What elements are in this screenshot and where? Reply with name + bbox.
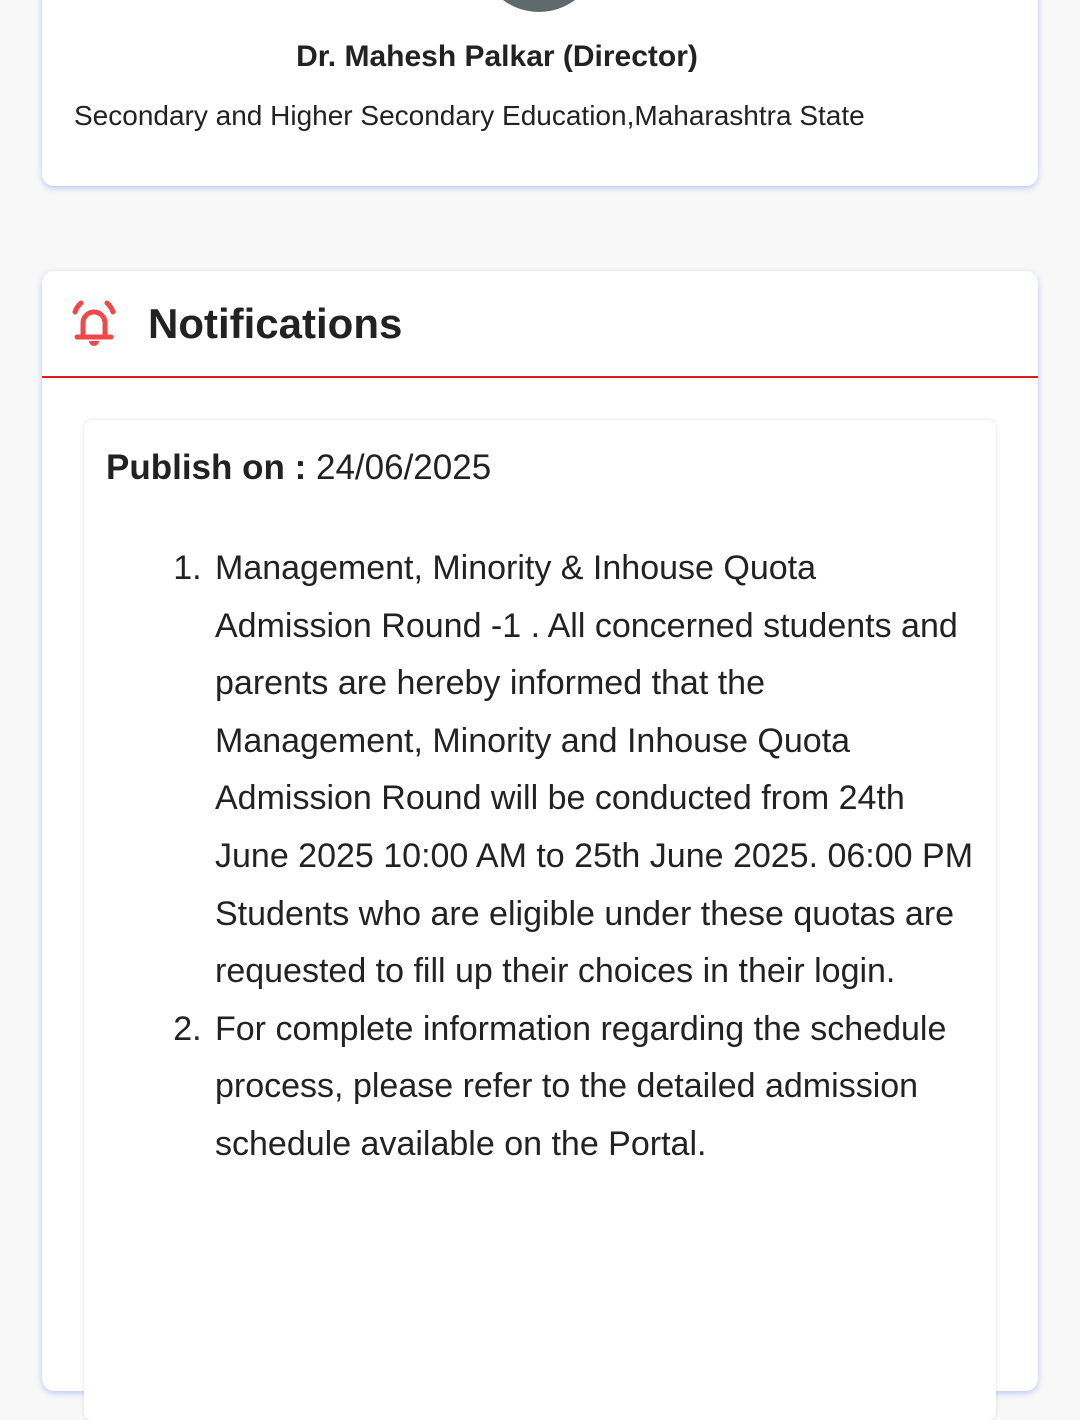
director-department: Secondary and Higher Secondary Education,Maharashtra State	[74, 100, 865, 131]
bell-ringing-icon	[66, 296, 122, 352]
publish-date: 24/06/2025	[316, 448, 492, 487]
notification-list	[84, 540, 996, 1174]
director-name: Dr. Mahesh Palkar (Director)	[296, 40, 698, 73]
publish-info	[106, 448, 996, 488]
notifications-card	[42, 271, 1038, 1391]
notifications-title: Notifications	[148, 299, 403, 347]
director-card	[42, 0, 1038, 186]
notification-item: 2. For complete information regarding the schedule process, please refer to the detailed admission schedule available on the Portal.	[211, 1001, 976, 1174]
notification-entry	[84, 420, 996, 1420]
director-avatar	[474, 0, 604, 12]
notification-item: 1. Management, Minority & Inhouse Quota Admission Round -1 . All concerned students and parents are hereby informed that the Management, Minority and Inhouse Quota Admission Round will be conducted from 24th June 2025 10:00 AM to 25th June 2025. 06:00 PM Students who are eligible under these quotas are requested to fill up their choices in their login.	[211, 540, 976, 1001]
notifications-header	[42, 271, 1038, 378]
publish-label: Publish on :	[106, 448, 307, 487]
